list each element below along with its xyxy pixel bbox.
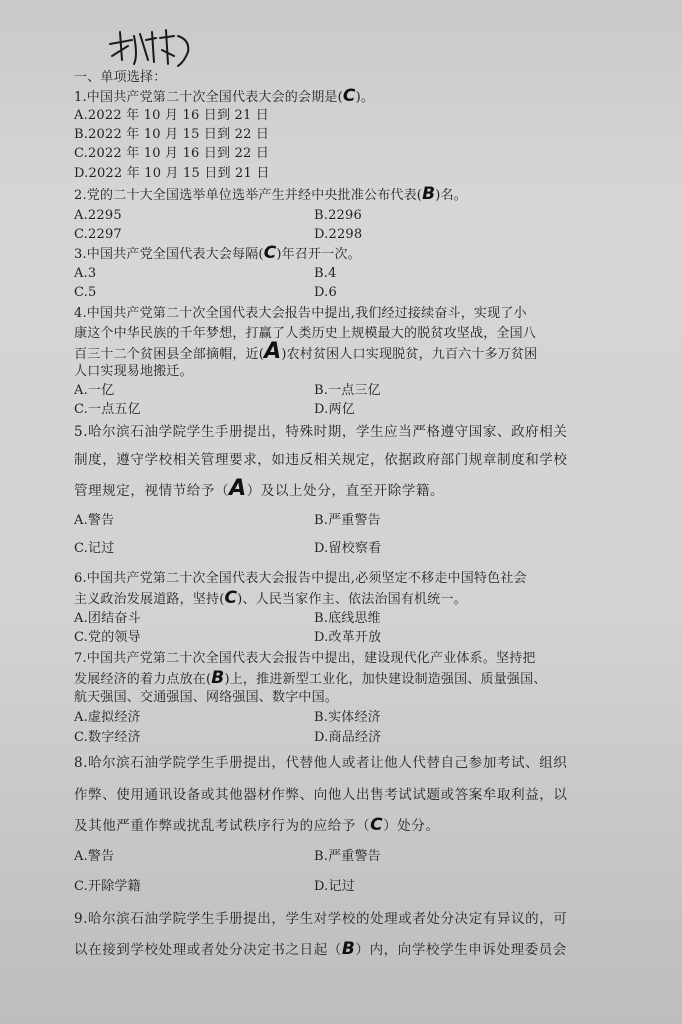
option: D.两亿 [314,402,355,417]
question-4-stem: 4.中国共产党第二十次全国代表大会报告中提出,我们经过接续奋斗，实现了小 [74,306,527,321]
option: B.实体经济 [314,710,381,725]
question-6-stem: 主义政治发展道路，坚持(C)、人民当家作主、依法治国有机统一。 [74,588,467,608]
handwritten-answer: C [263,243,277,263]
handwritten-answer: A [264,339,282,364]
section-heading: 一、单项选择： [74,70,167,85]
option: B.严重警告 [314,513,381,528]
option: D.记过 [314,879,355,894]
option: C.记过 [74,541,115,556]
handwritten-answer: B [211,668,225,688]
question-6-stem: 6.中国共产党第二十次全国代表大会报告中提出,必须坚定不移走中国特色社会 [74,571,527,586]
handwritten-answer: C [224,588,238,608]
option: B.2022 年 10 月 15 日到 22 日 [74,127,270,142]
option: A.团结奋斗 [74,611,141,626]
option: C.2022 年 10 月 16 日到 22 日 [74,146,270,161]
question-8-stem: 作弊、使用通讯设备或其他器材作弊、向他人出售考试试题或答案牟取利益，以 [74,787,568,803]
handwritten-answer: B [341,939,356,959]
option: C.开除学籍 [74,879,141,894]
question-8-stem: 8.哈尔滨石油学院学生手册提出，代替他人或者让他人代替自己参加考试、组织 [74,755,568,771]
option: C.一点五亿 [74,402,141,417]
option: B.4 [314,266,337,281]
handwritten-answer: B [422,184,436,204]
option: D.留校察看 [314,541,382,556]
question-2-stem: 2.党的二十大全国选举单位选举产生并经中央批准公布代表(B)名。 [74,184,467,204]
handwritten-signature [104,26,196,70]
handwritten-answer: C [342,86,356,106]
option: A.警告 [74,849,115,864]
question-5-stem: 管理规定，视情节给予（A）及以上处分，直至开除学籍。 [74,476,445,501]
question-9-stem: 以在接到学校处理或者处分决定书之日起（B）内，向学校学生申诉处理委员会 [74,939,567,959]
option: C.5 [74,285,97,300]
question-8-stem: 及其他严重作弊或扰乱考试秩序行为的应给予（C）处分。 [74,815,440,835]
option: B.底线思维 [314,611,381,626]
handwritten-answer: A [229,476,247,501]
question-9-stem: 9.哈尔滨石油学院学生手册提出，学生对学校的处理或者处分决定有异议的，可 [74,911,568,927]
question-4-stem: 百三十二个贫困县全部摘帽，近(A)农村贫困人口实现脱贫，九百六十多万贫困 [74,339,538,364]
option: A.2295 [74,208,122,223]
option: D.改革开放 [314,630,382,645]
option: B.一点三亿 [314,383,381,398]
question-3-stem: 3.中国共产党全国代表大会每隔(C)年召开一次。 [74,243,361,263]
option: B.严重警告 [314,849,381,864]
option: D.2298 [314,227,363,242]
option: C.数字经济 [74,730,141,745]
question-5-stem: 制度，遵守学校相关管理要求，如违反相关规定，依据政府部门规章制度和学校 [74,452,568,468]
question-4-stem: 人口实现易地搬迁。 [74,364,193,379]
option: D.2022 年 10 月 15 日到 21 日 [74,166,270,181]
option: D.6 [314,285,337,300]
option: C.党的领导 [74,630,141,645]
handwritten-answer: C [370,815,384,835]
question-7-stem: 7.中国共产党第二十次全国代表大会报告中提出，建设现代化产业体系。坚持把 [74,651,536,666]
question-4-stem: 康这个中华民族的千年梦想，打赢了人类历史上规模最大的脱贫攻坚战，全国八 [74,326,537,341]
option: A.警告 [74,513,115,528]
option: C.2297 [74,227,122,242]
option: A.2022 年 10 月 16 日到 21 日 [74,108,269,123]
option: A.3 [74,266,97,281]
option: A.一亿 [74,383,115,398]
question-1-stem: 1.中国共产党第二十次全国代表大会的会期是(C)。 [74,86,375,106]
option: B.2296 [314,208,362,223]
question-7-stem: 航天强国、交通强国、网络强国、数字中国。 [74,690,339,705]
option: A.虚拟经济 [74,710,141,725]
option: D.商品经济 [314,730,382,745]
question-7-stem: 发展经济的着力点放在(B)上，推进新型工业化，加快建设制造强国、质量强国、 [74,668,547,688]
question-5-stem: 5.哈尔滨石油学院学生手册提出，特殊时期，学生应当严格遵守国家、政府相关 [74,424,568,440]
